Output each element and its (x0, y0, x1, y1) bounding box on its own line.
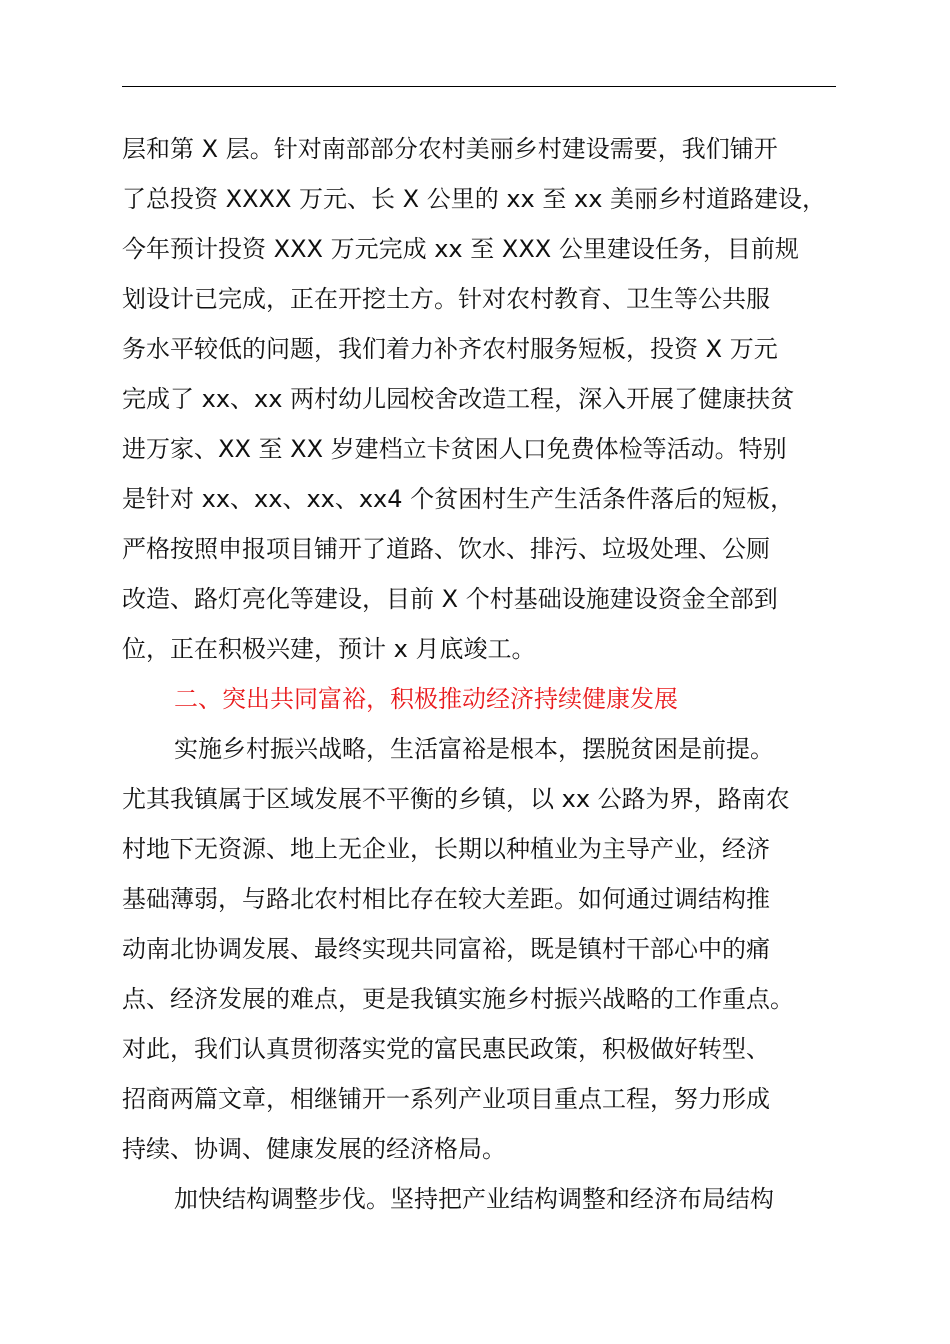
paragraph-line: 实施乡村振兴战略，生活富裕是根本，摆脱贫困是前提。 (174, 735, 774, 763)
paragraph-line: 层和第 X 层。针对南部部分农村美丽乡村建设需要，我们铺开 (122, 135, 778, 163)
paragraph-line: 是针对 xx、xx、xx、xx4 个贫困村生产生活条件落后的短板， (122, 485, 795, 513)
paragraph-line: 划设计已完成，正在开挖土方。针对农村教育、卫生等公共服 (122, 285, 770, 313)
paragraph-line: 招商两篇文章，相继铺开一系列产业项目重点工程，努力形成 (122, 1085, 770, 1113)
paragraph-line: 加快结构调整步伐。坚持把产业结构调整和经济布局结构 (174, 1185, 774, 1213)
document-body (122, 124, 842, 1224)
paragraph-line: 村地下无资源、地上无企业，长期以种植业为主导产业，经济 (122, 835, 770, 863)
paragraph-line: 进万家、XX 至 XX 岁建档立卡贫困人口免费体检等活动。特别 (122, 435, 787, 463)
paragraph-line: 了总投资 XXXX 万元、长 X 公里的 xx 至 xx 美丽乡村道路建设， (122, 185, 827, 213)
header-rule (122, 86, 836, 87)
paragraph-line: 改造、路灯亮化等建设，目前 X 个村基础设施建设资金全部到 (122, 585, 778, 613)
paragraph-line: 点、经济发展的难点，更是我镇实施乡村振兴战略的工作重点。 (122, 985, 794, 1013)
paragraph-line: 动南北协调发展、最终实现共同富裕，既是镇村干部心中的痛 (122, 935, 770, 963)
section-heading: 二、突出共同富裕，积极推动经济持续健康发展 (174, 685, 678, 713)
paragraph-line: 持续、协调、健康发展的经济格局。 (122, 1135, 506, 1163)
paragraph-line: 务水平较低的问题，我们着力补齐农村服务短板，投资 X 万元 (122, 335, 778, 363)
paragraph-line: 对此，我们认真贯彻落实党的富民惠民政策，积极做好转型、 (122, 1035, 770, 1063)
paragraph-line: 基础薄弱，与路北农村相比存在较大差距。如何通过调结构推 (122, 885, 770, 913)
paragraph-line: 今年预计投资 XXX 万元完成 xx 至 XXX 公里建设任务，目前规 (122, 235, 799, 263)
paragraph-line: 尤其我镇属于区域发展不平衡的乡镇，以 xx 公路为界，路南农 (122, 785, 790, 813)
paragraph-line: 严格按照申报项目铺开了道路、饮水、排污、垃圾处理、公厕 (122, 535, 770, 563)
paragraph-line: 位，正在积极兴建，预计 x 月底竣工。 (122, 635, 536, 663)
paragraph-line: 完成了 xx、xx 两村幼儿园校舍改造工程，深入开展了健康扶贫 (122, 385, 795, 413)
